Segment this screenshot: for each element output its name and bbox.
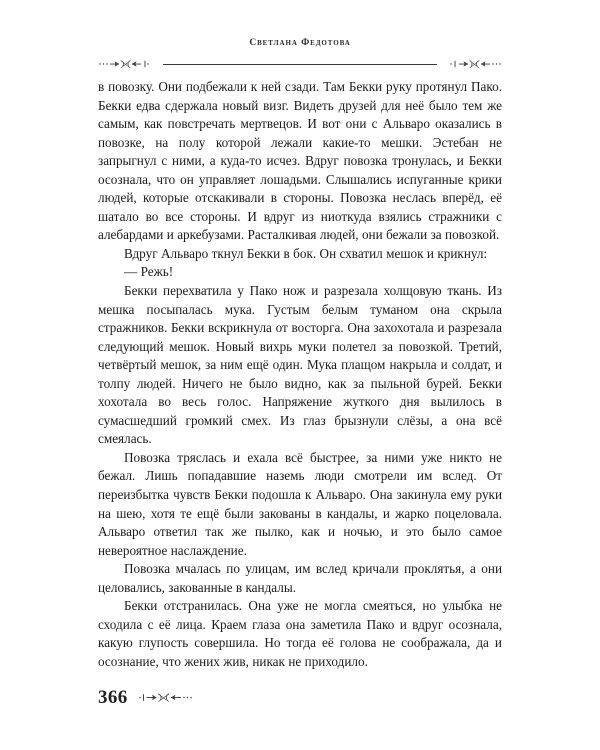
paragraph: Бекки отстранилась. Она уже не могла смеяться, но улыбка не сходила с её лица. Краем глаза она заметила Пако и вдруг осознала, какую глупость совершила. Но тогда её голова не соображала, да и осознание, что жених жив, никак не приходило. [98, 598, 502, 669]
paragraph: Повозка мчалась по улицам, им вслед кричали проклятья, а они целовались, закованные в кандалы. [98, 561, 502, 595]
paragraph: Вдруг Альваро ткнул Бекки в бок. Он схватил мешок и крикнул: [124, 245, 488, 261]
running-head-rule-row [98, 58, 502, 70]
running-head-title: Светлана Федотова [249, 38, 351, 48]
page-footer [98, 686, 502, 708]
paragraph: в повозку. Они подбежали к ней сзади. Там Бекки руку протянул Пако. Бекки едва сдержала новый визг. Видеть друзей для неё было тем же самым, как повстречать мертвецов. И вот они с Альваро оказались в повозке, на полу которой лежали какие-то мешки. Эстебан не запрыгнул с ними, а куда-то исчез. Вдруг повозка тронулась, и Бекки осознала, что он управляет лошадьми. Слышались испуганные крики людей, которые отскакивали в стороны. Повозка неслась вперёд, её шатало во все стороны. И вдруг из ниоткуда взялись стражники с алебардами и аркебузами. Расталкивая людей, они бежали за повозкой. [98, 79, 502, 243]
dialogue-line: — Режь! [124, 264, 174, 280]
ornament-double-arrow-left-icon [98, 58, 162, 70]
paragraph: Бекки перехватила у Пако нож и разрезала холщовую ткань. Из мешка посыпалась мука. Густым белым туманом она скрыла стражников. Бекки вскрикнула от восторга. Она захохотала и разрезала следующий мешок. Новый вихрь муки полетел за повозкой. Третий, четвёртый мешок, за ним ещё один. Мука плащом накрыла и солдат, и толпу людей. Ничего не было видно, как за пыльной бурей. Бекки хохотала во весь голос. Напряжение жуткого дня вылилось в сумасшедший громкий смех. Из глаз брызнули слёзы, а она всё смеялась. [98, 283, 502, 447]
footer-ornament-icon [138, 690, 200, 704]
page-number: 366 [98, 686, 128, 708]
ornament-double-arrow-right-icon [438, 58, 502, 70]
running-head-horizontal-rule [163, 64, 437, 65]
running-head [98, 40, 502, 70]
body-text [98, 78, 502, 672]
paragraph: Повозка тряслась и ехала всё быстрее, за ними уже никто не бежал. Лишь попадавшие наземь люди смотрели им вслед. От переизбытка чувств Бекки подошла к Альваро. Она закинула ему руки на шею, хотя те ещё были закованы в кандалы, и жарко поцеловала. Альваро ответил так же пылко, как и ночью, и это было самое невероятное наслаждение. [98, 449, 502, 558]
